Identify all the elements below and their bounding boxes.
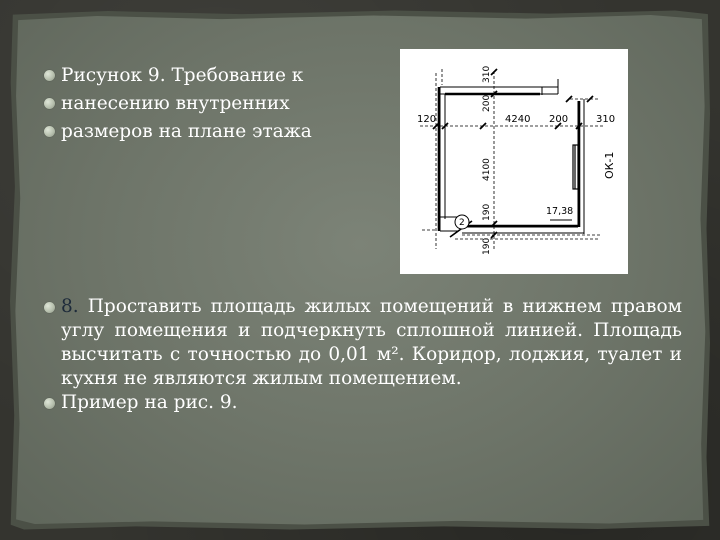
example-text: Пример на рис. 9. — [61, 392, 238, 413]
bullet-dot-icon — [44, 398, 55, 409]
item-text: Проставить площадь жилых помещений в нижнем правом углу помещения и подчеркнуть сплошной линией. Площадь высчитать с точностью до 0,01 м². Коридор, лоджия, туалет и кухня не являются жилым помещением. — [61, 296, 682, 389]
window-label: ОК-1 — [603, 151, 616, 179]
bullet-text: размеров на плане этажа — [61, 121, 312, 142]
bullet-text: Рисунок 9. Требование к — [61, 65, 304, 86]
bottom-bullet-list — [44, 295, 682, 415]
bullet-item — [44, 118, 312, 146]
dim-310-right: 310 — [596, 114, 616, 125]
dim-310-top: 310 — [482, 65, 492, 83]
dim-4240: 4240 — [505, 114, 531, 125]
floor-plan-figure — [400, 49, 628, 274]
dim-4100: 4100 — [482, 158, 492, 181]
bullet-item-example — [44, 391, 682, 415]
dim-200-vertical: 200 — [482, 94, 492, 112]
bullet-item — [44, 62, 312, 90]
dim-120: 120 — [417, 114, 437, 125]
bullet-dot-icon — [44, 302, 55, 313]
top-bullet-list — [44, 62, 312, 146]
dim-190-b: 190 — [482, 237, 492, 255]
room-area: 17,38 — [546, 206, 574, 217]
dim-200-horizontal: 200 — [549, 114, 569, 125]
bullet-dot-icon — [44, 70, 55, 81]
bullet-text: нанесению внутренних — [61, 93, 290, 114]
circle-number: 2 — [459, 218, 465, 228]
dim-190-a: 190 — [482, 203, 492, 221]
bullet-dot-icon — [44, 98, 55, 109]
bullet-item-8 — [44, 295, 682, 391]
item-number: 8. — [61, 296, 79, 317]
floor-plan-drawing — [400, 49, 628, 274]
bullet-item — [44, 90, 312, 118]
bullet-dot-icon — [44, 126, 55, 137]
